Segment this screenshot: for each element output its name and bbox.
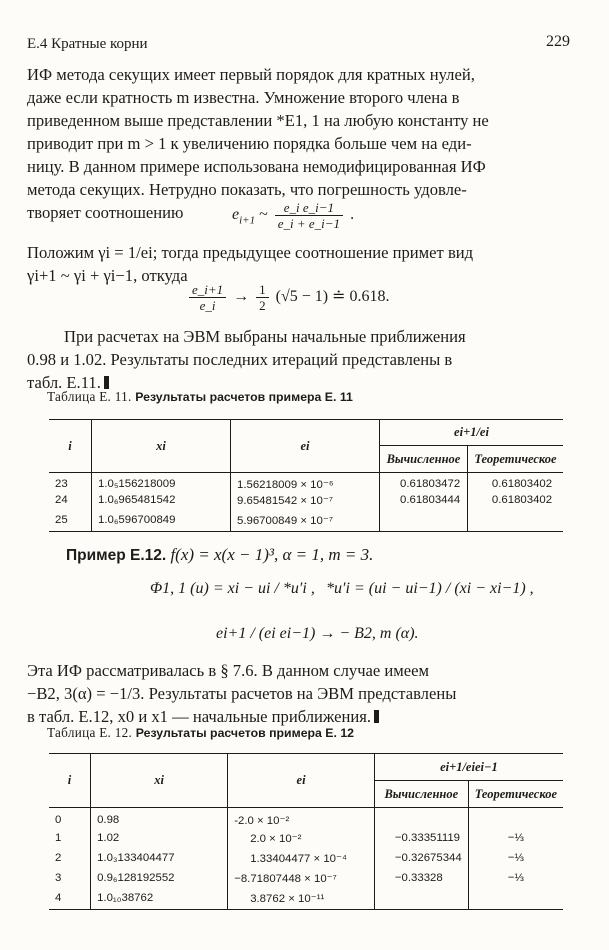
col-header-computed: Вычисленное <box>374 781 468 808</box>
table-e11 <box>49 419 563 532</box>
caption-prefix: Таблица E. 11. <box>47 389 132 404</box>
paragraph-3 <box>27 325 572 394</box>
formula-lhs-sub: i+1 <box>239 214 256 227</box>
fraction-numerator: e_i e_i−1 <box>275 200 343 216</box>
formula-limit-b <box>216 625 419 643</box>
running-header: E.4 Кратные корни <box>27 36 148 52</box>
text-line: Эта ИФ рассматривалась в § 7.6. В данном случае имеем <box>27 661 430 680</box>
caption-title: Результаты расчетов примера E. 11 <box>135 390 353 404</box>
cell-i: 25 <box>49 509 92 531</box>
text-line: −B2, 3(α) = −1/3. Результаты расчетов на ЭВМ представлены <box>27 684 457 703</box>
cell-e: 1.33404477 × 10⁻⁴ <box>228 848 375 868</box>
cell-computed <box>374 888 468 910</box>
formula-error-relation <box>232 200 354 231</box>
paragraph-2 <box>27 241 572 287</box>
text-line: При расчетах на ЭВМ выбраны начальные приближения <box>64 327 466 346</box>
caption-title: Результаты расчетов примера E. 12 <box>135 726 355 740</box>
fraction-numerator: 1 <box>256 282 269 298</box>
table-e12 <box>49 753 563 910</box>
table-row <box>49 491 563 509</box>
cell-computed <box>374 808 468 828</box>
text-line: γi+1 ~ γi + γi−1, откуда <box>27 266 188 285</box>
formula-phi <box>150 580 315 598</box>
table-row <box>49 509 563 531</box>
text-line: 0.98 и 1.02. Результаты последних итераций представлены в <box>27 350 453 369</box>
cell-computed <box>380 509 468 531</box>
cell-x: 1.02 <box>91 828 228 848</box>
table-e11-caption <box>47 389 353 405</box>
col-header-ratio: ei+1/eiei−1 <box>374 754 563 781</box>
col-header-i: i <box>49 754 91 808</box>
cell-e: -2.0 × 10⁻² <box>228 808 375 828</box>
cell-theoretical: −⅓ <box>468 868 563 888</box>
cell-theoretical: 0.61803402 <box>467 473 563 492</box>
cell-theoretical: −⅓ <box>468 828 563 848</box>
cell-x: 0.9₆128192552 <box>91 868 228 888</box>
example-statement: f(x) = x(x − 1)³, α = 1, m = 3. <box>170 545 374 564</box>
formula-limit-ratio <box>186 282 390 313</box>
cell-theoretical: −⅓ <box>468 848 563 868</box>
col-header-computed: Вычисленное <box>380 446 468 473</box>
cell-i: 3 <box>55 871 62 884</box>
caption-prefix: Таблица E. 12. <box>47 725 133 740</box>
cell-i: 23 <box>55 478 68 490</box>
cell-e: 3.8762 × 10⁻¹¹ <box>228 888 375 910</box>
fraction-half <box>256 282 269 313</box>
fraction-denominator: e_i <box>199 298 216 313</box>
cell-e: 9.65481542 × 10⁻⁷ <box>231 491 380 509</box>
formula-uprime <box>326 580 534 598</box>
cell-computed: −0.32675344 <box>374 848 468 868</box>
cell-e: −8.71807448 × 10⁻⁷ <box>228 868 375 888</box>
table-e12-caption <box>47 725 354 741</box>
cell-i: 0 <box>55 813 62 826</box>
col-header-e: ei <box>228 754 375 808</box>
cell-i: 24 <box>55 494 68 506</box>
arrow-symbol: → <box>233 288 250 306</box>
fraction-denominator: e_i + e_i−1 <box>277 216 341 231</box>
cell-theoretical <box>468 808 563 828</box>
table-row <box>49 828 563 848</box>
formula-rest: (√5 − 1) ≐ 0.618. <box>275 288 390 306</box>
cell-x: 1.0₅156218009 <box>92 473 231 492</box>
text-line: Положим γi = 1/ei; тогда предыдущее соотношение примет вид <box>27 243 474 262</box>
tilde-symbol: ~ <box>259 206 268 224</box>
table-row <box>49 868 563 888</box>
limit-expression: ei+1 / (ei ei−1) → − B2, m (α). <box>216 625 419 642</box>
fraction <box>275 200 343 231</box>
text-line: творяет соотношению <box>27 203 184 222</box>
cell-e: 2.0 × 10⁻² <box>228 828 375 848</box>
cell-i: 1 <box>55 831 62 844</box>
text-line: приводит при m > 1 к увеличению порядка больше чем на еди- <box>27 134 472 153</box>
cell-x: 1.0₁₀38762 <box>91 888 228 910</box>
col-header-ratio: ei+1/ei <box>380 420 564 446</box>
cell-theoretical: 0.61803402 <box>467 491 563 509</box>
cell-x: 1.0₆596700849 <box>92 509 231 531</box>
cell-theoretical <box>468 888 563 910</box>
page-number: 229 <box>546 33 570 50</box>
text-line: приведенном выше представлении *E1, 1 на любую константу не <box>27 111 489 130</box>
fraction-denominator: 2 <box>259 298 266 313</box>
col-header-e: ei <box>231 420 380 473</box>
example-label: Пример E.12. <box>66 547 167 564</box>
paragraph-4 <box>27 659 572 728</box>
phi-expression: Φ1, 1 (u) = xi − ui / *u′i , <box>150 580 315 597</box>
cell-e: 5.96700849 × 10⁻⁷ <box>231 509 380 531</box>
table-row <box>49 888 563 910</box>
cell-i: 4 <box>49 888 91 910</box>
qed-mark <box>374 710 379 723</box>
table-row <box>49 848 563 868</box>
col-header-x: xi <box>91 754 228 808</box>
cell-theoretical <box>467 509 563 531</box>
text-line: даже если кратность m известна. Умножение второго члена в <box>27 88 460 107</box>
col-header-x: xi <box>92 420 231 473</box>
text-line: табл. E.11. <box>27 373 101 392</box>
cell-computed: −0.33328 <box>374 868 468 888</box>
text-line: в табл. E.12, x0 и x1 — начальные приближения. <box>27 707 372 726</box>
col-header-i: i <box>49 420 92 473</box>
cell-computed: −0.33351119 <box>374 828 468 848</box>
cell-computed: 0.61803444 <box>380 491 468 509</box>
col-header-theoretical: Теоретическое <box>467 446 563 473</box>
cell-x: 0.98 <box>91 808 228 828</box>
text-line: ИФ метода секущих имеет первый порядок для кратных нулей, <box>27 65 475 84</box>
period: . <box>350 206 355 224</box>
cell-x: 1.0₃133404477 <box>91 848 228 868</box>
table-row <box>49 808 563 828</box>
table-row <box>49 473 563 492</box>
text-line: метода секущих. Нетрудно показать, что погрешность удовле- <box>27 180 467 199</box>
qed-mark <box>104 376 109 389</box>
col-header-theoretical: Теоретическое <box>468 781 563 808</box>
fraction-numerator: e_i+1 <box>189 282 226 298</box>
text-line: ницу. В данном примере использована немодифицированная ИФ <box>27 157 486 176</box>
uprime-expression: *u′i = (ui − ui−1) / (xi − xi−1) , <box>326 580 534 597</box>
cell-x: 1.0₆965481542 <box>92 491 231 509</box>
cell-e: 1.56218009 × 10⁻⁶ <box>231 473 380 492</box>
formula-lhs: e <box>232 206 240 224</box>
fraction <box>189 282 226 313</box>
cell-computed: 0.61803472 <box>380 473 468 492</box>
cell-i: 2 <box>55 851 62 864</box>
example-e12-heading <box>66 545 373 565</box>
